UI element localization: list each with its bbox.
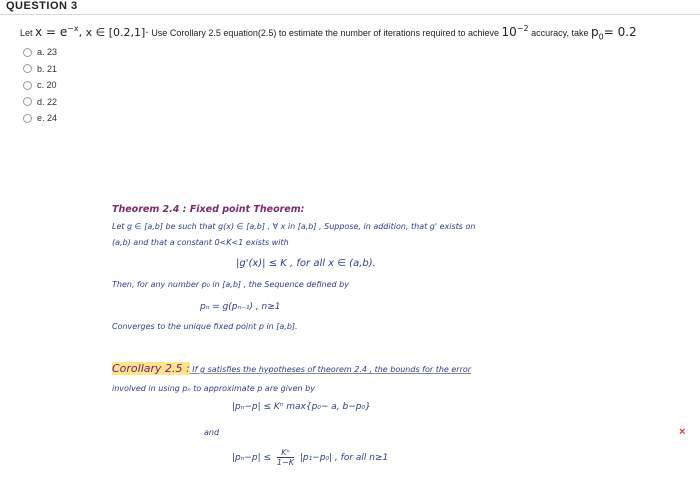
theorem-line-3: |g'(x)| ≤ K , for all x ∈ (a,b). <box>236 258 376 269</box>
option-a[interactable] <box>23 44 57 61</box>
incorrect-mark-icon: × <box>679 426 686 438</box>
corollary-line-3: |pₙ−p| ≤ Kⁿ max{p₀− a, b−p₀} <box>232 402 371 412</box>
radio-button[interactable] <box>23 97 32 106</box>
question-title: QUESTION 3 <box>6 0 78 12</box>
radio-button[interactable] <box>23 81 32 90</box>
option-label: b. 21 <box>37 63 58 74</box>
option-label: c. 20 <box>37 80 57 91</box>
stem-p0: $p_0= 0.2$ <box>590 25 637 42</box>
option-c[interactable] <box>23 77 57 94</box>
theorem-title: Theorem 2.4 : Fixed point Theorem: <box>112 204 305 215</box>
stem-instruction: Use Corollary 2.5 equation(2.5) to estimate the number of iterations required to achieve <box>151 28 499 38</box>
theorem-line-5: pₙ = g(pₙ₋₁) , n≥1 <box>200 302 281 312</box>
stem-equation: $x = e^{-x}$ <box>35 24 79 39</box>
radio-button[interactable] <box>23 48 32 57</box>
radio-button[interactable] <box>23 64 32 73</box>
stem-accuracy-suffix: accuracy, take <box>531 28 589 38</box>
question-stem <box>20 24 700 41</box>
corollary-line-4: |pₙ−p| ≤ $\frac{\text{Kⁿ}}{1-K}$ |p₁−p₀| , for all n≥1 <box>232 448 389 467</box>
option-label: d. 22 <box>37 96 58 107</box>
theorem-line-6: Converges to the unique fixed point p in [a,b]. <box>112 322 298 331</box>
corollary-line-1: Corollary 2.5 : If g satisfies the hypotheses of theorem 2.4 , the bounds for the error <box>112 362 472 375</box>
option-b[interactable] <box>23 61 57 78</box>
answer-options <box>23 44 57 127</box>
stem-domain: , x ∈ [0.2,1]· <box>78 26 149 39</box>
option-e[interactable] <box>23 110 57 127</box>
option-label: a. 23 <box>37 47 58 58</box>
theorem-line-4: Then, for any number p₀ in [a,b] , the Sequence defined by <box>112 280 349 289</box>
option-d[interactable] <box>23 94 57 111</box>
option-label: e. 24 <box>37 113 58 124</box>
handwritten-note-image <box>108 204 596 472</box>
theorem-line-1: Let g ∈ [a,b] be such that g(x) ∈ [a,b] , ∀ x in [a,b] , Suppose, in addition, that g' exists on <box>112 222 476 231</box>
theorem-line-2: (a,b) and that a constant 0<K<1 exists with <box>112 238 289 247</box>
stem-let: Let <box>20 28 33 38</box>
corollary-title: Corollary 2.5 : <box>112 362 190 375</box>
corollary-and: and <box>204 428 220 437</box>
corollary-line-2: involved in using pₙ to approximate p are given by <box>112 384 315 393</box>
stem-accuracy: $10^{-2}$ <box>501 24 529 39</box>
question-header <box>0 0 700 15</box>
radio-button[interactable] <box>23 114 32 123</box>
